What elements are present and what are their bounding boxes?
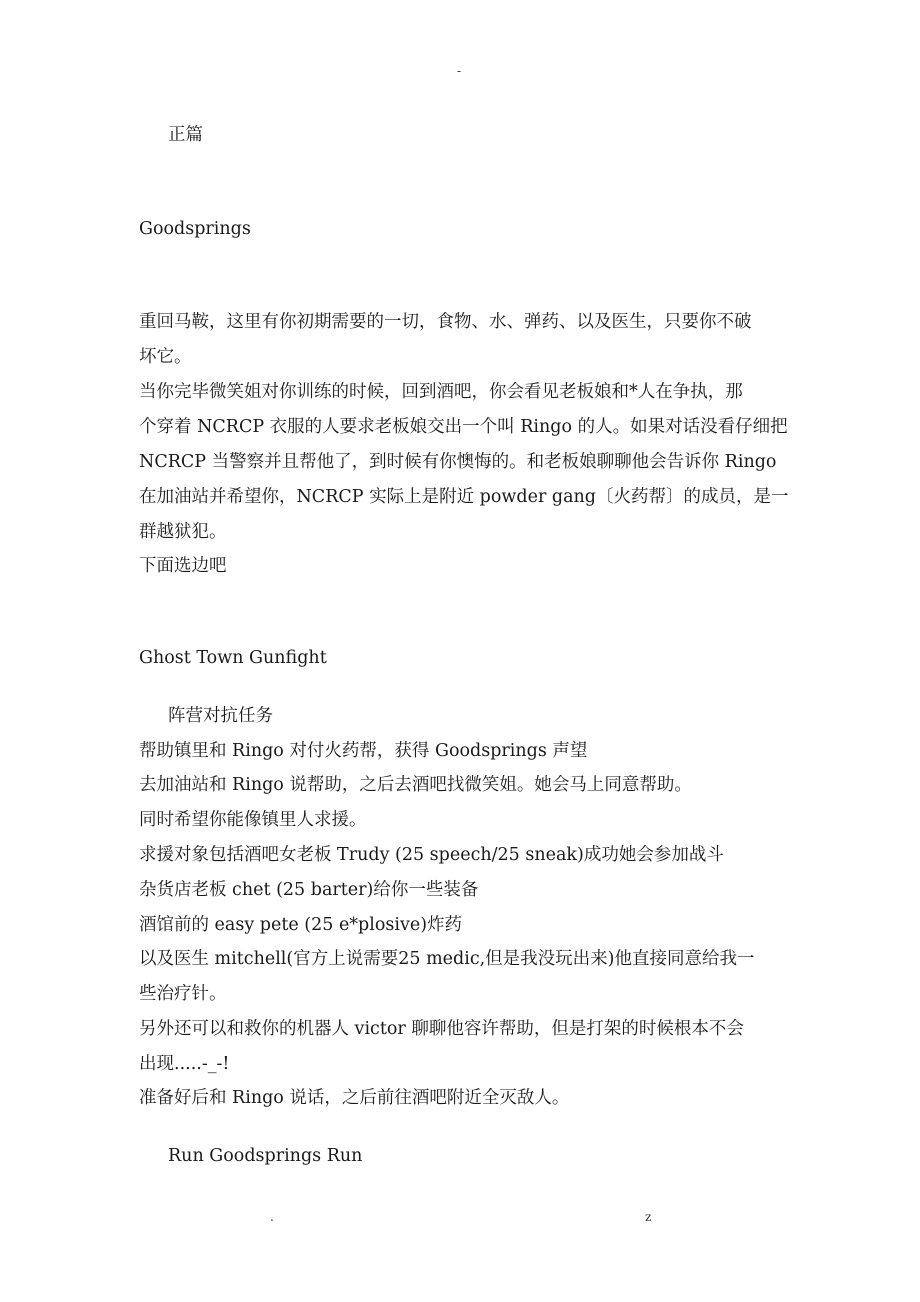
paragraph-line: 同时希望你能像镇里人求援。 (139, 810, 367, 830)
header-mark: - (457, 64, 462, 78)
paragraph-line: 下面选边吧 (139, 556, 227, 576)
paragraph-line: 群越狱犯。 (139, 522, 227, 542)
heading-main: 正篇 (168, 125, 203, 145)
paragraph-line: 帮助镇里和 Ringo 对付火药帮，获得 Goodsprings 声望 (139, 741, 588, 761)
paragraph-line: 杂货店老板 chet (25 barter)给你一些装备 (139, 880, 479, 900)
paragraph-line: 当你完毕微笑姐对你训练的时候，回到酒吧，你会看见老板娘和*人在争执，那 (139, 382, 743, 402)
paragraph-line: 重回马鞍，这里有你初期需要的一切，食物、水、弹药、以及医生，只要你不破 (139, 312, 752, 332)
section-title-ghost-town: Ghost Town Gunfight (139, 648, 327, 668)
section-title-goodsprings: Goodsprings (139, 219, 251, 239)
paragraph-line: NCRCP 当警察并且帮他了，到时候有你懊悔的。和老板娘聊聊他会告诉你 Ringo (139, 452, 777, 472)
paragraph-line: 坏它。 (139, 347, 192, 367)
section-subtitle-faction: 阵营对抗任务 (168, 706, 273, 726)
section-title-run: Run Goodsprings Run (168, 1146, 363, 1166)
paragraph-line: 些治疗针。 (139, 984, 227, 1004)
paragraph-line: 去加油站和 Ringo 说帮助，之后去酒吧找微笑姐。她会马上同意帮助。 (139, 775, 692, 795)
paragraph-line: 另外还可以和救你的机器人 victor 聊聊他容许帮助，但是打架的时候根本不会 (139, 1019, 744, 1039)
paragraph-line: 个穿着 NCRCP 衣服的人要求老板娘交出一个叫 Ringo 的人。如果对话没看仔细把 (139, 417, 788, 437)
footer-right-mark: z (645, 1210, 652, 1224)
paragraph-line: 酒馆前的 easy pete (25 e*plosive)炸药 (139, 915, 463, 935)
footer-left-mark: . (270, 1210, 274, 1224)
paragraph-line: 在加油站并希望你，NCRCP 实际上是附近 powder gang〔火药帮〕的成员，是一 (139, 487, 789, 507)
paragraph-line: 以及医生 mitchell(官方上说需要25 medic,但是我没玩出来)他直接同意给我一 (139, 949, 755, 969)
paragraph-line: 求援对象包括酒吧女老板 Trudy (25 speech/25 sneak)成功她会参加战斗 (139, 845, 724, 865)
paragraph-line: 准备好后和 Ringo 说话，之后前往酒吧附近全灭敌人。 (139, 1088, 570, 1108)
paragraph-line: 出现.....-_-! (139, 1054, 230, 1074)
